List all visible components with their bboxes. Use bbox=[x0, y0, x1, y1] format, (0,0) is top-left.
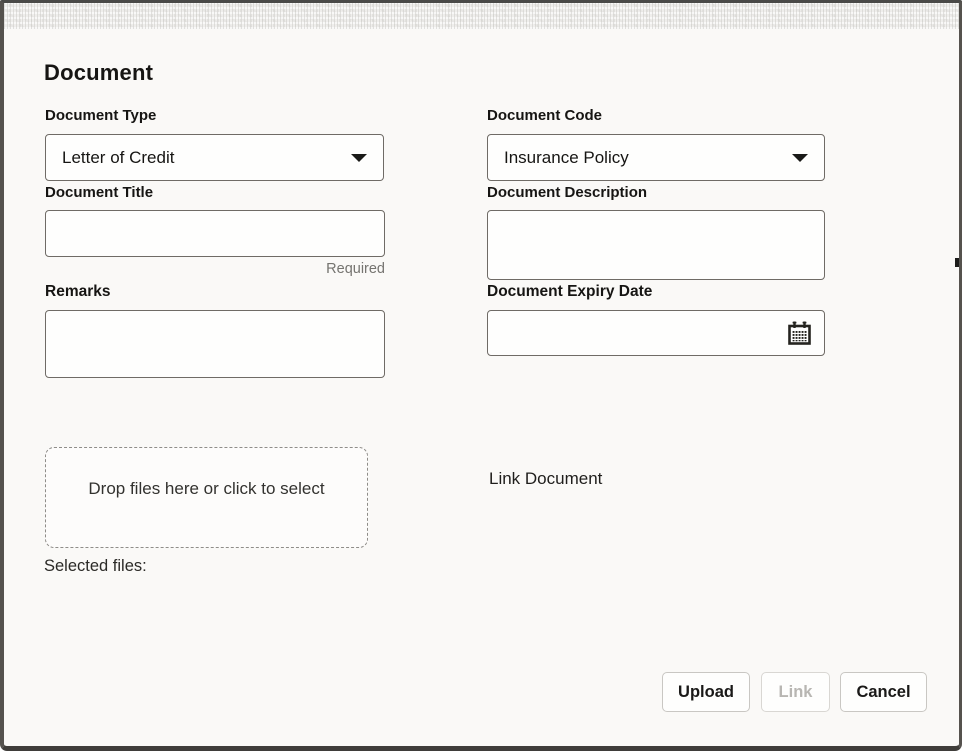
remarks-label: Remarks bbox=[45, 283, 111, 300]
backdrop-edge-notch bbox=[955, 258, 959, 267]
upload-button[interactable]: Upload bbox=[662, 672, 750, 712]
dimmed-backdrop-strip bbox=[4, 3, 959, 29]
document-title-label: Document Title bbox=[45, 184, 154, 201]
file-dropzone[interactable] bbox=[45, 447, 368, 548]
document-code-select[interactable] bbox=[487, 134, 825, 181]
cancel-button[interactable]: Cancel bbox=[840, 672, 927, 712]
document-expiry-date-field bbox=[487, 310, 825, 356]
document-expiry-date-label: Document Expiry Date bbox=[487, 283, 653, 300]
document-type-select[interactable] bbox=[45, 134, 384, 181]
document-description-label: Document Description bbox=[487, 184, 648, 201]
document-description-textarea[interactable] bbox=[487, 210, 825, 280]
calendar-icon bbox=[786, 320, 813, 347]
chevron-down-icon bbox=[792, 154, 808, 162]
calendar-picker-button[interactable] bbox=[786, 320, 813, 347]
document-code-value: Insurance Policy bbox=[504, 147, 629, 167]
document-type-value: Letter of Credit bbox=[62, 147, 175, 167]
link-button[interactable]: Link bbox=[761, 672, 830, 712]
chevron-down-icon bbox=[351, 154, 367, 162]
required-hint: Required bbox=[326, 261, 385, 277]
document-type-label: Document Type bbox=[45, 107, 157, 124]
selected-files-label: Selected files: bbox=[44, 557, 147, 575]
remarks-textarea[interactable] bbox=[45, 310, 385, 378]
dropzone-text: Drop files here or click to select bbox=[88, 478, 325, 498]
link-document-label: Link Document bbox=[489, 469, 603, 488]
document-code-label: Document Code bbox=[487, 107, 603, 124]
document-title-input[interactable] bbox=[45, 210, 385, 257]
page-title: Document bbox=[44, 60, 154, 85]
document-expiry-date-input[interactable] bbox=[488, 311, 786, 355]
